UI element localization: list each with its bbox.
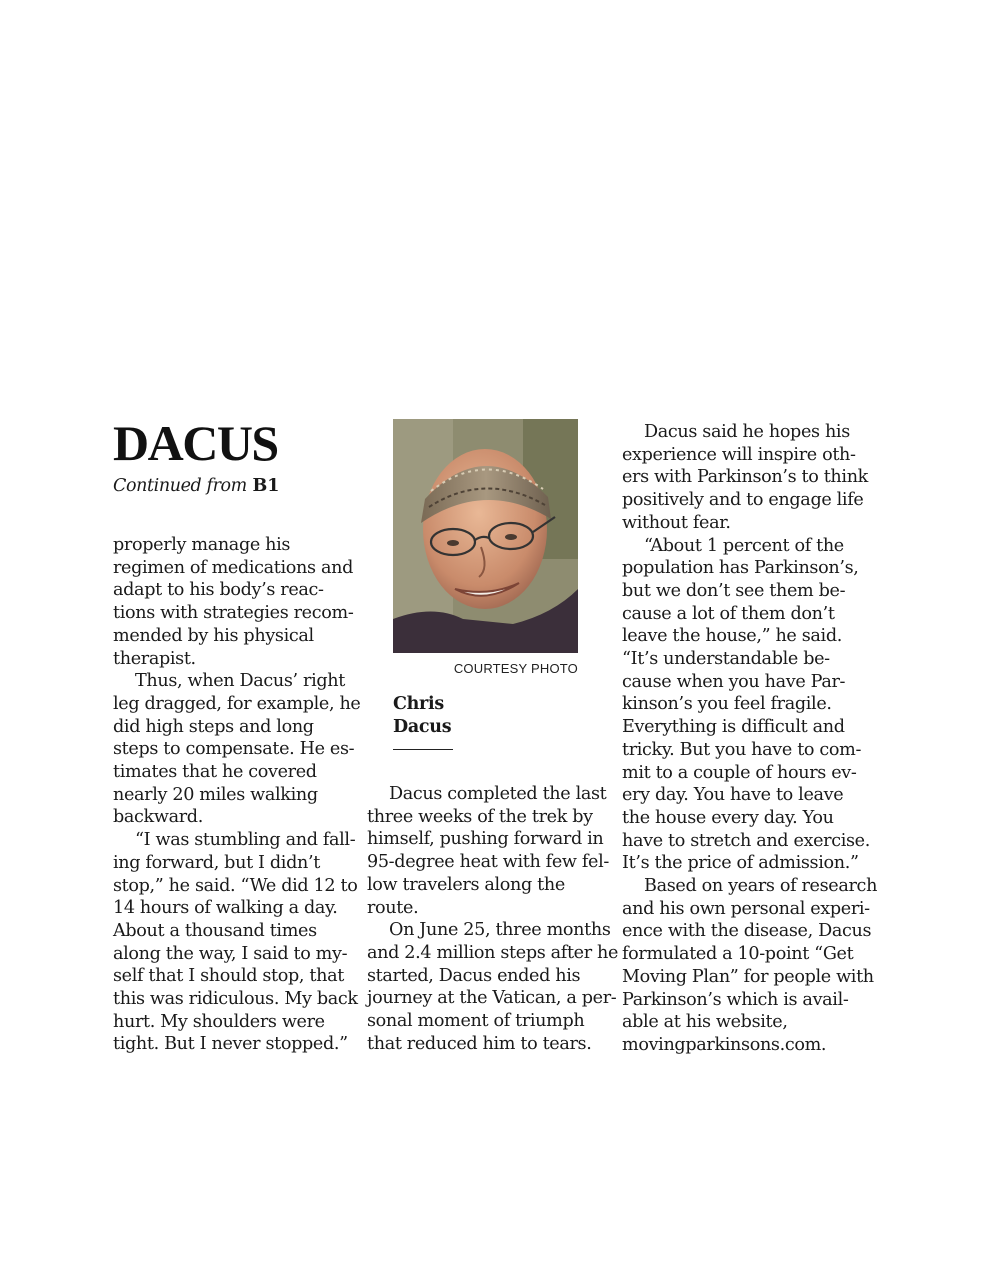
text-line: About a thousand times bbox=[113, 920, 317, 941]
text-line: Dacus said he hopes his bbox=[644, 422, 850, 442]
photo-credit: COURTESY PHOTO bbox=[453, 661, 578, 676]
text-line: without fear. bbox=[622, 512, 731, 533]
portrait-illustration bbox=[393, 419, 578, 653]
article-column-2 bbox=[367, 783, 619, 1055]
continued-line bbox=[113, 476, 279, 496]
text-line: cause when you have Par- bbox=[622, 671, 846, 692]
text-line: ers with Parkinson’s to think bbox=[622, 467, 868, 488]
text-line: and 2.4 million steps after he bbox=[367, 942, 619, 963]
text-line: self that I should stop, that bbox=[113, 966, 344, 987]
photo-caption bbox=[393, 693, 513, 738]
text-line: steps to compensate. He es- bbox=[113, 739, 355, 760]
text-line: stop,” he said. “We did 12 to bbox=[113, 875, 358, 896]
headline: DACUS bbox=[113, 415, 278, 471]
continued-page: B1 bbox=[252, 476, 280, 496]
text-line: Everything is difficult and bbox=[622, 717, 845, 738]
text-line: movingparkinsons.com. bbox=[622, 1034, 827, 1055]
text-line: therapist. bbox=[113, 648, 196, 669]
text-line: ery day. You have to leave bbox=[622, 785, 844, 806]
text-line: that reduced him to tears. bbox=[367, 1033, 592, 1054]
text-line: “About 1 percent of the bbox=[644, 535, 844, 556]
text-line: this was ridiculous. My back bbox=[113, 989, 358, 1010]
text-line: ence with the disease, Dacus bbox=[622, 921, 872, 942]
text-line: but we don’t see them be- bbox=[622, 580, 846, 601]
text-line: regimen of medications and bbox=[113, 557, 353, 578]
text-line: adapt to his body’s reac- bbox=[113, 580, 324, 601]
text-line: Parkinson’s which is avail- bbox=[622, 989, 849, 1010]
text-line: sonal moment of triumph bbox=[367, 1011, 585, 1032]
text-line: It’s the price of admission.” bbox=[622, 853, 859, 874]
text-line: did high steps and long bbox=[113, 716, 314, 737]
text-line: able at his website, bbox=[622, 1012, 788, 1033]
text-line: tricky. But you have to com- bbox=[622, 739, 862, 760]
caption-line: Chris bbox=[393, 694, 444, 714]
text-line: have to stretch and exercise. bbox=[622, 830, 870, 851]
text-line: timates that he covered bbox=[113, 762, 317, 783]
text-line: tight. But I never stopped.” bbox=[113, 1034, 348, 1055]
article-column-1 bbox=[113, 534, 361, 1056]
article-column-3 bbox=[622, 421, 878, 1057]
text-line: Moving Plan” for people with bbox=[622, 966, 874, 987]
text-line: nearly 20 miles walking bbox=[113, 784, 318, 805]
text-line: along the way, I said to my- bbox=[113, 943, 348, 964]
text-line: and his own personal experi- bbox=[622, 898, 870, 919]
text-line: 95-degree heat with few fel- bbox=[367, 852, 609, 873]
text-line: On June 25, three months bbox=[389, 920, 611, 941]
text-line: journey at the Vatican, a per- bbox=[367, 988, 617, 1009]
text-line: kinson’s you feel fragile. bbox=[622, 694, 832, 715]
continued-label: Continued from bbox=[113, 476, 247, 496]
text-line: route. bbox=[367, 897, 419, 918]
text-line: leave the house,” he said. bbox=[622, 626, 842, 647]
text-line: backward. bbox=[113, 807, 203, 828]
text-line: “It’s understandable be- bbox=[622, 649, 830, 670]
text-line: population has Parkinson’s, bbox=[622, 558, 859, 579]
text-line: mit to a couple of hours ev- bbox=[622, 762, 857, 783]
text-line: Dacus completed the last bbox=[389, 784, 607, 804]
text-line: started, Dacus ended his bbox=[367, 965, 581, 986]
text-line: experience will inspire oth- bbox=[622, 444, 856, 465]
text-line: properly manage his bbox=[113, 535, 291, 555]
text-line: tions with strategies recom- bbox=[113, 603, 354, 624]
text-line: himself, pushing forward in bbox=[367, 829, 604, 850]
text-line: leg dragged, for example, he bbox=[113, 693, 361, 714]
text-line: hurt. My shoulders were bbox=[113, 1011, 325, 1032]
text-line: positively and to engage life bbox=[622, 490, 864, 511]
text-line: cause a lot of them don’t bbox=[622, 603, 835, 624]
text-line: Based on years of research bbox=[644, 876, 878, 897]
text-line: three weeks of the trek by bbox=[367, 806, 593, 827]
caption-line: Dacus bbox=[393, 716, 452, 737]
text-line: low travelers along the bbox=[367, 874, 565, 895]
text-line: ing forward, but I didn’t bbox=[113, 852, 320, 873]
caption-divider bbox=[393, 749, 453, 750]
text-line: mended by his physical bbox=[113, 625, 314, 646]
text-line: formulated a 10-point “Get bbox=[622, 944, 854, 965]
text-line: “I was stumbling and fall- bbox=[135, 830, 356, 851]
portrait-photo bbox=[393, 419, 578, 653]
text-line: Thus, when Dacus’ right bbox=[135, 671, 345, 692]
text-line: 14 hours of walking a day. bbox=[113, 898, 338, 919]
text-line: the house every day. You bbox=[622, 807, 834, 828]
